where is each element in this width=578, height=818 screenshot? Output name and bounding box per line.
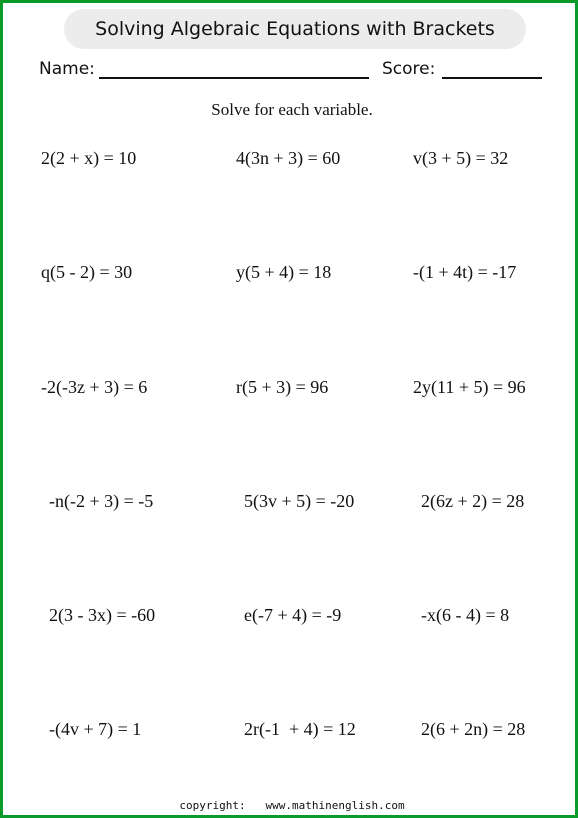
problem-equation: 2(3 - 3x) = -60 bbox=[49, 605, 156, 625]
problem-equation: -x(6 - 4) = 8 bbox=[421, 605, 510, 625]
score-blank-line bbox=[442, 77, 542, 79]
problem-equation: -(1 + 4t) = -17 bbox=[413, 262, 517, 282]
problem-equation: -n(-2 + 3) = -5 bbox=[49, 491, 154, 511]
problem-equation: 2r(-1 + 4) = 12 bbox=[244, 719, 356, 739]
problem-equation: 4(3n + 3) = 60 bbox=[236, 148, 341, 168]
problem-equation: e(-7 + 4) = -9 bbox=[244, 605, 342, 625]
problem-equation: v(3 + 5) = 32 bbox=[413, 148, 509, 168]
problem-equation: 2(6 + 2n) = 28 bbox=[421, 719, 526, 739]
score-label: Score: bbox=[382, 59, 436, 79]
instructions: Solve for each variable. bbox=[211, 100, 373, 119]
worksheet-title: Solving Algebraic Equations with Brackets bbox=[95, 18, 495, 40]
worksheet-title-banner bbox=[64, 9, 526, 49]
problem-equation: 5(3v + 5) = -20 bbox=[244, 491, 355, 511]
problem-equation: 2y(11 + 5) = 96 bbox=[413, 377, 526, 397]
problem-equation: 2(6z + 2) = 28 bbox=[421, 491, 525, 511]
problem-equation: r(5 + 3) = 96 bbox=[236, 377, 329, 397]
problem-equation: -2(-3z + 3) = 6 bbox=[41, 377, 148, 397]
problem-equation: y(5 + 4) = 18 bbox=[236, 262, 332, 282]
name-blank-line bbox=[99, 77, 369, 79]
name-label: Name: bbox=[39, 59, 95, 79]
problem-equation: -(4v + 7) = 1 bbox=[49, 719, 142, 739]
problem-equation: 2(2 + x) = 10 bbox=[41, 148, 137, 168]
copyright-footer: copyright: www.mathinenglish.com bbox=[179, 799, 405, 812]
problem-equation: q(5 - 2) = 30 bbox=[41, 262, 133, 282]
